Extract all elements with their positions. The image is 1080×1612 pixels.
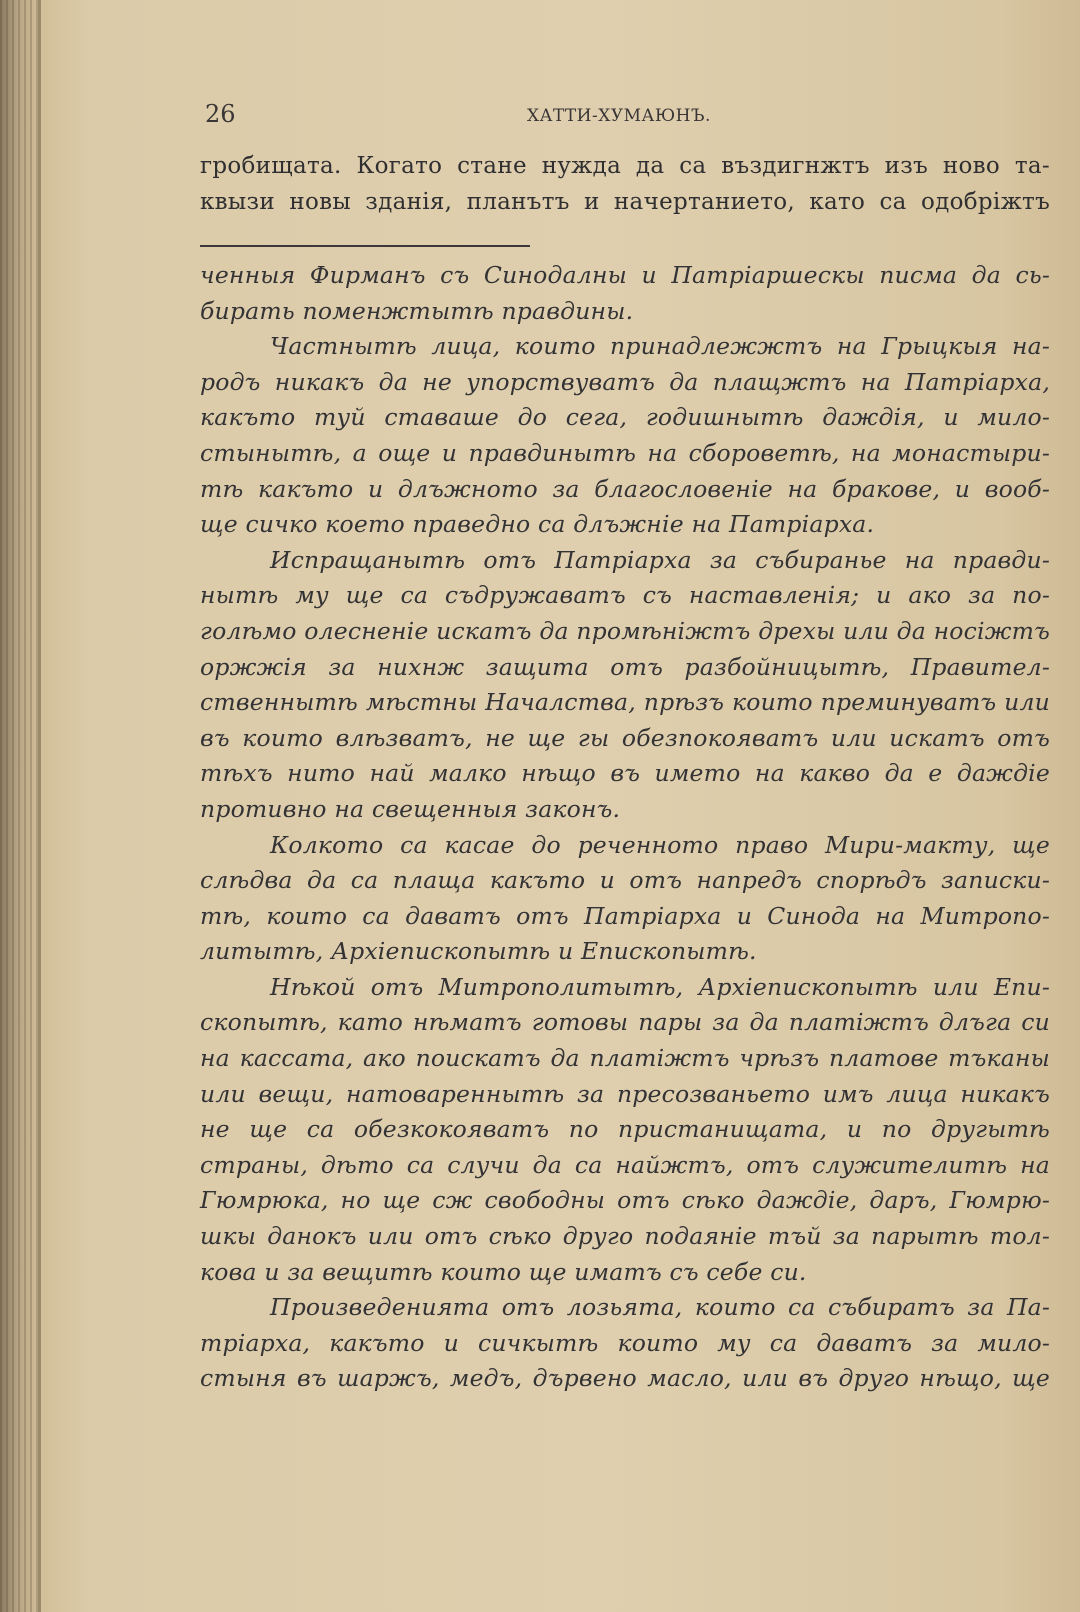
- footnote-line: Гюмрюка, но ще сж свободны отъ сѣко даждіе, даръ, Гюмрю-: [200, 1186, 1050, 1215]
- book-gutter: [0, 0, 42, 1612]
- footnote-line: или вещи, натовареннытѣ за пресозваньето имъ лица никакъ: [200, 1079, 1050, 1108]
- footnote-line: родъ никакъ да не упорствуватъ да плащжтъ на Патріарха,: [200, 367, 1050, 396]
- footnote-line: въ които влѣзватъ, не ще гы обезпокояватъ или искатъ отъ: [200, 723, 1050, 752]
- footnote-line: голѣмо олесненіе искатъ да промѣніжтъ дрехы или да носіжтъ: [200, 616, 1050, 645]
- footnote-line: бирать поменжтытѣ правдины.: [200, 296, 634, 325]
- footnote-line: противно на свещенныя законъ.: [200, 794, 621, 823]
- footnote-line: литытѣ, Архіепископытѣ и Епископытѣ.: [200, 937, 757, 966]
- footnote-line: тѣ, които са даватъ отъ Патріарха и Синода на Митропо-: [200, 901, 1050, 930]
- footnote-line: не ще са обезкокояватъ по пристанищата, и по другытѣ: [200, 1115, 1050, 1144]
- page-header: [205, 100, 745, 134]
- footnote-line: какъто туй ставаше до сега, годишнытѣ даждія, и мило-: [200, 403, 1050, 432]
- footnote-line: стыня въ шаржъ, медъ, дървено масло, или въ друго нѣщо, ще: [200, 1364, 1050, 1393]
- footnote-line: ственнытѣ мѣстны Началства, прѣзъ които преминуватъ или: [200, 688, 1050, 717]
- footnote-line: стынытѣ, а още и правдинытѣ на сборовет​ѣ, на монастыри-: [200, 438, 1050, 467]
- footnote-line: оржжія за нихнж защита отъ разбойницытѣ, Правител-: [200, 652, 1050, 681]
- footnote-line: слѣдва да са плаща какъто и отъ напредъ спорѣдъ записки-: [200, 866, 1050, 895]
- footnote-line: тѣ какъто и длъжното за благословеніе на бракове, и вооб-: [200, 474, 1050, 503]
- footnote-line: ще сичко което праведно са длъжніе на Патріарха.: [200, 510, 875, 539]
- footnote-line: страны, дѣто са случи да са найжтъ, отъ служителитѣ на: [200, 1150, 1050, 1179]
- footnote-line: шкы данокъ или отъ сѣко друго подаяніе тъй за парытѣ тол-: [200, 1222, 1050, 1251]
- footnote-line: нытѣ му ще са съдружаватъ съ наставленія; и ако за по-: [200, 581, 1050, 610]
- footnote-line: Частнытѣ лица, които принадлежжтъ на Грыцкыя на-: [270, 332, 1050, 361]
- main-text: [200, 148, 1050, 220]
- page-edge: [38, 0, 41, 1612]
- footnote-line: Произведенията отъ лозьята, които са събиратъ за Па-: [270, 1293, 1050, 1322]
- footnote-line: Колкото са касае до реченното право Мири-макту, ще: [270, 830, 1050, 859]
- main-text-line: квызи новы зданія, планътъ и начертанието, като са одобріжтъ: [200, 189, 1050, 215]
- footnote-text: [200, 258, 1050, 1397]
- footnote-line: скопытѣ, като нѣматъ готовы пары за да платіжтъ длъга си: [200, 1008, 1050, 1037]
- footnote-line: кова и за вещитѣ които ще иматъ съ себе си.: [200, 1257, 807, 1286]
- page-number: 26: [205, 100, 236, 128]
- running-head: ХАТТИ-ХУМАЮНЪ.: [527, 106, 711, 126]
- footnote-line: ченныя Фирманъ съ Синодалны и Патріаршескы писма да сь-: [200, 261, 1050, 289]
- footnote-line: на кассата, ако поискатъ да платіжтъ чрѣзъ платове тъканы: [200, 1044, 1050, 1073]
- main-text-line: гробищата. Когато стане нужда да са въздигнжтъ изъ ново та-: [200, 153, 1050, 179]
- footnote-separator: [200, 245, 530, 247]
- footnote-line: тріарха, какъто и сичкытѣ които му са даватъ за мило-: [200, 1328, 1050, 1357]
- footnote-line: Испращанытѣ отъ Патріарха за събиранье на правди-: [270, 545, 1050, 574]
- footnote-line: Нѣкой отъ Митрополитытѣ, Архіепископытѣ или Епи-: [270, 972, 1050, 1001]
- footnote-line: тѣхъ нито най малко нѣщо въ името на какво да е даждіе: [200, 759, 1050, 788]
